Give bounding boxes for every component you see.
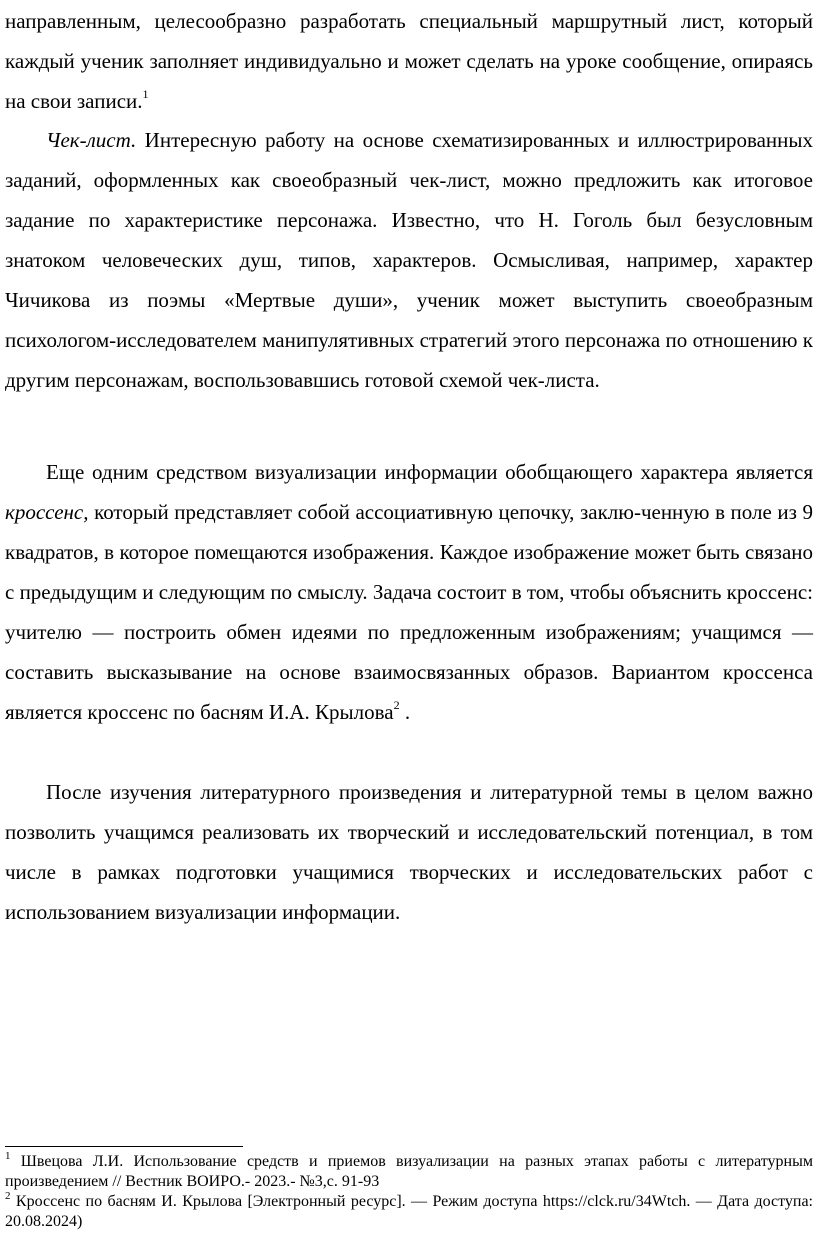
footnotes xyxy=(5,1149,813,1232)
footnote-1 xyxy=(5,1149,813,1192)
paragraph-text-middle: который представляет собой ассоциативную цепочку, заклю-ченную в поле из 9 квадратов, в которое помещаются изображения. Каждое изображение может быть связано с предыдущим и следующим по смыслу. Задача состоит в том, чтобы объяснить кроссенс: учителю — построить обмен идеями по предложенным изображениям; учащимся — составить высказывание на основе взаимосвязанных образов. Вариантом кроссенса является кроссенс по басням И.А. Крылова xyxy=(5,500,813,724)
term-checklist: Чек-лист. xyxy=(46,128,137,152)
footnote-ref-2[interactable]: 2 xyxy=(393,698,400,712)
paragraph-conclusion xyxy=(5,772,813,932)
paragraph-route-sheet xyxy=(5,1,813,121)
footnote-mark-2: 2 xyxy=(5,1189,11,1202)
footnote-mark-1: 1 xyxy=(5,1149,11,1162)
footnote-2 xyxy=(5,1189,813,1232)
paragraph-checklist xyxy=(5,120,813,400)
footnote-separator xyxy=(5,1146,243,1147)
paragraph-text: Интересную работу на основе схематизированных и иллюстрированных заданий, оформленных как своеобразный чек-лист, можно предложить как итоговое задание по характеристике персонажа. Известно, что Н. Гоголь был безусловным знатоком человеческих душ, типов, характеров. Осмысливая, например, характер Чичикова из поэмы «Мертвые души», ученик может выступить своеобразным психологом-исследователем манипулятивных стратегий этого персонажа по отношению к другим персонажам, воспользовавшись готовой схемой чек-листа. xyxy=(5,128,813,392)
footnote-ref-1[interactable]: 1 xyxy=(142,87,149,101)
footnote-text-2: Кроссенс по басням И. Крылова [Электронный ресурс]. — Режим доступа https://clck.ru/34Wtch. — Дата доступа: 20.08.2024) xyxy=(5,1193,813,1230)
paragraph-text: После изучения литературного произведения и литературной темы в целом важно позволить учащимся реализовать их творческий и исследовательский потенциал, в том числе в рамках подготовки учащимися творческих и исследовательских работ с использованием визуализации информации. xyxy=(5,780,813,924)
paragraph-text-end: . xyxy=(399,700,411,724)
paragraph-text: направленным, целесообразно разработать специальный маршрутный лист, который каждый ученик заполняет индивидуально и может сделать на уроке сообщение, опираясь на свои записи. xyxy=(5,9,813,113)
term-crossens: кроссенс, xyxy=(5,500,89,524)
paragraph-text-start: Еще одним средством визуализации информации обобщающего характера является xyxy=(46,460,813,484)
paragraph-crossens xyxy=(5,452,813,732)
footnote-text-1: Швецова Л.И. Использование средств и приемов визуализации на разных этапах работы с литературным произведением // Вестник ВОИРО.- 2023.- №3,с. 91-93 xyxy=(5,1153,813,1190)
